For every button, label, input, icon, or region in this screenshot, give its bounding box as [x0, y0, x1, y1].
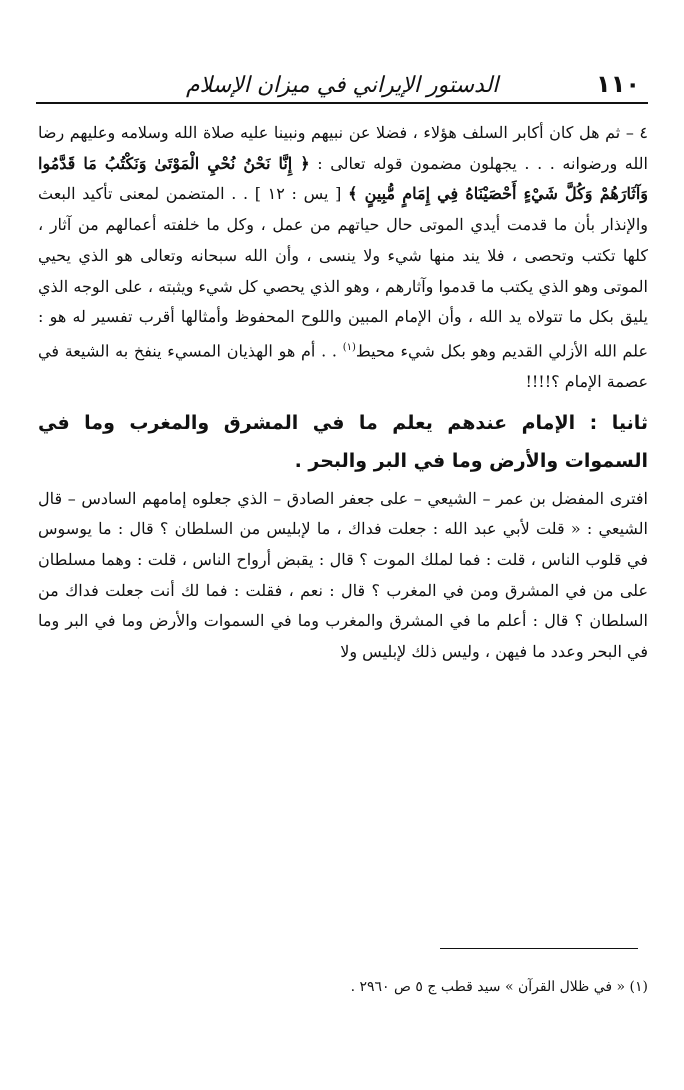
page-number: ١١٠ — [596, 70, 640, 98]
quran-verse: ﴿ إِنَّا نَحْنُ نُحْيِ الْمَوْتَىٰ وَنَكْتُبُ مَا قَدَّمُوا وَآثَارَهُمْ وَكُلَّ شَيْءٍ أَحْصَيْنَاهُ فِي إِمَامٍ مُّبِينٍ ﴾ — [38, 153, 649, 204]
paragraph-1-intro: ٤ – ثم هل كان أكابر السلف هؤلاء ، فضلا عن نبيهم ونبينا عليه صلاة الله وسلامه وعليهم رضا الله ورضوانه . . . يجهلون مضمون قوله تعالى : — [38, 123, 648, 173]
footnote-rule — [440, 948, 638, 949]
paragraph-1 — [38, 118, 648, 398]
section-heading: ثانيا : الإمام عندهم يعلم ما في المشرق والمغرب وما في السموات والأرض وما في البر والبحر . — [38, 411, 648, 472]
page-header — [36, 58, 646, 98]
paragraph-1-body: [ يس : ١٢ ] . . المتضمن لمعنى تأكيد البعث والإنذار بأن ما قدمت أيدي الموتى حال حياتهم من عمل ، وكل ما خلفته أعمالهم من آثار ، كلها تكتب وتحصى ، فلا يند منها شيء ولا ينسى ، وأن الله سبحانه وتعالى هو الذي يحيي الموتى وهو الذي يكتب ما قدموا وآثارهم ، وهو الذي يحصي كل شيء ويثبته ، على الوجه الذي يليق بكل ما تتولاه يد الله ، وأن الإمام المبين واللوح المحفوظ وأمثالها أقرب تفسير له هو : علم الله الأزلي القديم وهو بكل شيء محيط — [38, 184, 648, 361]
main-text — [38, 118, 648, 668]
header-rule — [36, 102, 648, 104]
paragraph-2: افترى المفضل بن عمر – الشيعي – على جعفر الصادق – الذي جعلوه إمامهم السادس – قال الشيعي : « قلت لأبي عبد الله : جعلت فداك ، ما لإبليس من السلطان ؟ قال : ما يوسوس في قلوب الناس ، قلت : فما لملك الموت ؟ قال : يقبض أرواح الناس ، قلت : وهما مسلطان على من في المشرق ومن في المغرب ؟ قال : نعم ، فقلت : فما لك أنت جعلت فداك من السلطان ؟ قال : أعلم ما في المشرق والمغرب وما في السموات والأرض وما في البر وما في البحر وعدد ما فيهن ، وليس ذلك لإبليس ولا — [38, 488, 649, 662]
footnote: (١) « في ظلال القرآن » سيد قطب ج ٥ ص ٢٩٦٠ . — [350, 979, 648, 995]
paragraph-1-end: . . أم هو الهذيان المسيء ينفخ به الشيعة في عصمة الإمام ؟!!!! — [38, 341, 648, 391]
footnote-marker[interactable]: (١) — [342, 341, 356, 353]
running-title: الدستور الإيراني في ميزان الإسلام — [186, 73, 499, 98]
